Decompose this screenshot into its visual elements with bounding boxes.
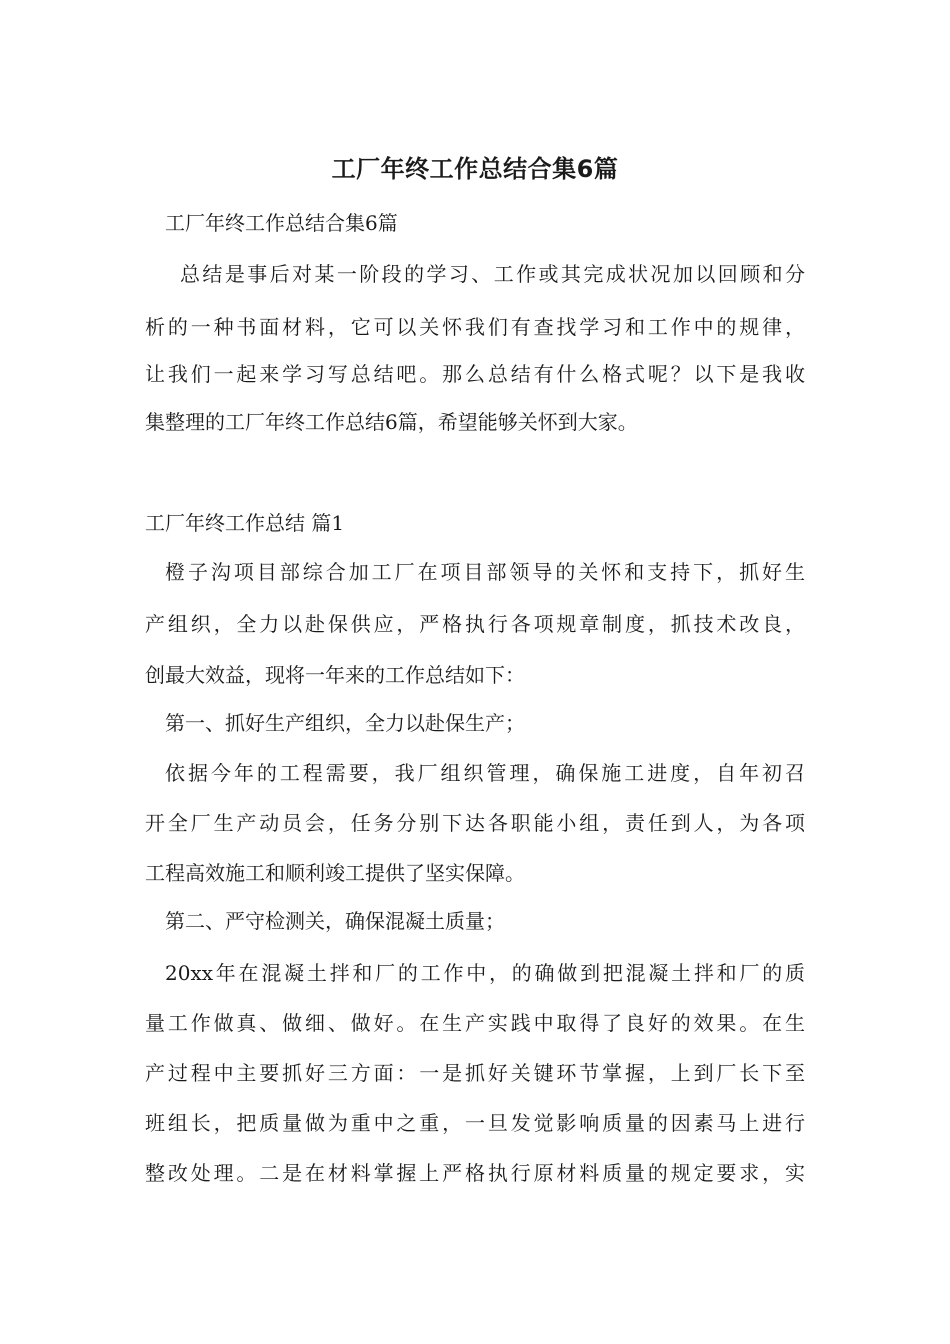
intro-line-2: 析的一种书面材料，它可以关怀我们有查找学习和工作中的规律， xyxy=(145,315,805,339)
body-line-6: 工程高效施工和顺利竣工提供了坚实保障。 xyxy=(145,861,525,885)
intro-line-4: 集整理的工厂年终工作总结6篇，希望能够关怀到大家。 xyxy=(145,410,638,434)
body-line-11: 整改处理。二是在材料掌握上严格执行原材料质量的规定要求，实 xyxy=(145,1161,805,1185)
body-line-4: 依据今年的工程需要，我厂组织管理，确保施工进度，自年初召 xyxy=(165,761,805,785)
sub-heading-2: 第二、严守检测关，确保混凝土质量； xyxy=(165,909,505,933)
body-line-9: 产过程中主要抓好三方面：一是抓好关键环节掌握，上到厂长下至 xyxy=(145,1061,805,1085)
intro-line-1: 总结是事后对某一阶段的学习、工作或其完成状况加以回顾和分 xyxy=(180,262,805,286)
sub-heading-1: 第一、抓好生产组织，全力以赴保生产； xyxy=(165,711,525,735)
intro-line-3: 让我们一起来学习写总结吧。那么总结有什么格式呢？以下是我收 xyxy=(145,362,805,386)
document-title: 工厂年终工作总结合集6篇 xyxy=(331,155,619,183)
body-line-2: 产组织，全力以赴保供应，严格执行各项规章制度，抓技术改良， xyxy=(145,612,805,636)
body-line-8: 量工作做真、做细、做好。在生产实践中取得了良好的效果。在生 xyxy=(145,1011,805,1035)
body-line-7: 20xx年在混凝土拌和厂的工作中，的确做到把混凝土拌和厂的质 xyxy=(165,961,805,985)
section-heading-1: 工厂年终工作总结 篇1 xyxy=(145,511,345,535)
body-line-3: 创最大效益，现将一年来的工作总结如下： xyxy=(145,663,525,687)
body-line-1: 橙子沟项目部综合加工厂在项目部领导的关怀和支持下，抓好生 xyxy=(165,560,805,584)
body-line-5: 开全厂生产动员会，任务分别下达各职能小组，责任到人，为各项 xyxy=(145,811,805,835)
body-line-10: 班组长，把质量做为重中之重，一旦发觉影响质量的因素马上进行 xyxy=(145,1111,805,1135)
subtitle-line: 工厂年终工作总结合集6篇 xyxy=(165,211,398,235)
